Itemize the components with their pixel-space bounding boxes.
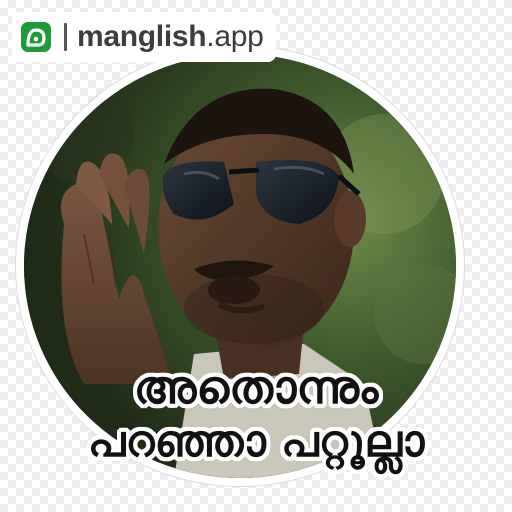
sticker-photo [24,54,456,478]
brand-name-main: manglish [77,20,207,53]
brand-name-suffix: .app [206,20,264,53]
photo-illustration [24,54,456,478]
manglish-logo-icon [20,21,52,53]
caption-line-2: പറഞ്ഞാ പറ്റൂല്ലാ [87,416,425,467]
caption-line-1: അതൊന്നും [133,360,379,414]
brand-divider [64,23,67,51]
brand-header [12,12,276,62]
brand-name [77,22,264,52]
